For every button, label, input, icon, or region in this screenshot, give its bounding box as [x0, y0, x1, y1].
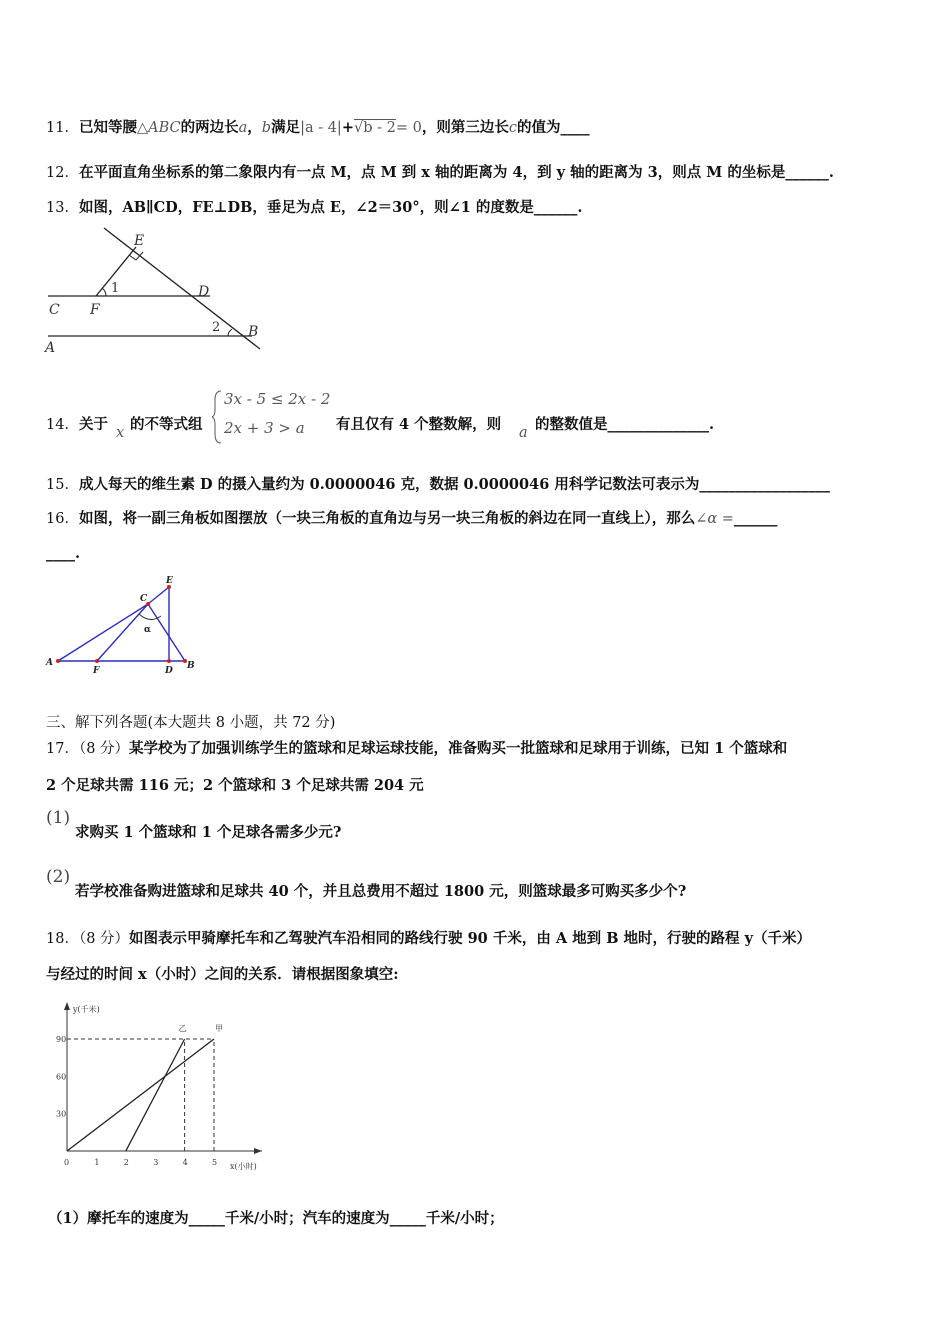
y-tick-60: 60	[56, 1072, 67, 1082]
label-2: 2	[212, 320, 221, 335]
question-14-text-4: 的整数值是______________.	[535, 416, 715, 433]
inequality-system	[212, 388, 342, 450]
segment-ac	[58, 604, 148, 661]
series-jia-line	[67, 1039, 214, 1151]
question-18: 18．（8 分）如图表示甲骑摩托车和乙驾驶汽车沿相同的路线行驶 90 千米，由 A 地到 B 地时，行驶的路程 y（千米）	[46, 930, 811, 947]
question-13: 13．如图，AB∥CD，FE⊥DB，垂足为点 E，∠2＝30°，则∠1 的度数是______.	[46, 199, 583, 216]
label-a: A	[45, 340, 56, 356]
segment-cf	[97, 604, 148, 661]
part-1-label: (1)	[46, 808, 71, 828]
question-number: 13．	[46, 200, 79, 216]
label-d: D	[165, 666, 173, 676]
label-e: E	[134, 233, 145, 249]
label-f: F	[93, 666, 100, 676]
series-yi-label: 乙	[178, 1024, 187, 1034]
part-2-label: (2)	[46, 867, 71, 887]
question-16-line-2: ____.	[46, 545, 81, 562]
point-f	[95, 659, 99, 663]
question-18-part-1: （1）摩托车的速度为_____千米/小时；汽车的速度为_____千米/小时；	[48, 1210, 504, 1227]
x-tick-2: 2	[123, 1158, 129, 1167]
x-tick-1: 1	[94, 1158, 100, 1167]
question-number: 15．	[46, 477, 79, 493]
label-b: B	[187, 661, 195, 671]
question-number: 12．	[46, 165, 79, 181]
x-tick-3: 3	[153, 1158, 159, 1167]
left-brace	[212, 391, 221, 443]
angle-2-arc	[228, 329, 232, 336]
question-14-text-2: 的不等式组	[130, 416, 203, 433]
triangle-boards-figure	[40, 572, 210, 682]
question-number: 14．	[46, 417, 79, 433]
inequality-1: 3x - 5 ≤ 2x - 2	[224, 390, 331, 408]
label-a: A	[46, 658, 53, 668]
point-a	[56, 659, 60, 663]
question-number: 17．	[46, 741, 79, 757]
question-18-line-2: 与经过的时间 x（小时）之间的关系．请根据图象填空:	[46, 966, 399, 983]
label-e: E	[166, 576, 173, 586]
question-11: 11．已知等腰△ABC的两边长a，b满足|a - 4|+√b - 2= 0，则第三边长c的值为____	[46, 119, 590, 136]
question-number: 16．	[46, 511, 79, 527]
label-b: B	[248, 324, 259, 340]
question-number: 18．	[46, 931, 79, 947]
y-tick-90: 90	[56, 1035, 67, 1045]
label-f: F	[90, 302, 100, 318]
label-c: C	[140, 594, 148, 604]
x-tick-4: 4	[182, 1158, 188, 1167]
y-tick-30: 30	[56, 1109, 67, 1119]
angle-1-arc	[102, 288, 106, 296]
var-a: a	[519, 425, 528, 441]
line-transversal	[104, 228, 260, 349]
figure-q13	[40, 222, 270, 361]
math-sqrt: √b - 2	[353, 120, 396, 136]
question-number: 11．	[46, 120, 79, 136]
label-c: C	[49, 302, 60, 318]
y-axis-arrow	[64, 1002, 70, 1010]
question-points: （8 分）	[78, 931, 130, 947]
inequality-2: 2x + 3 > a	[224, 419, 305, 437]
question-14: 14．关于	[46, 416, 108, 433]
distance-time-chart	[40, 998, 280, 1178]
section-title: 三、解下列各题(本大题共 8 小题，共 72 分)	[46, 715, 336, 731]
label-1: 1	[111, 281, 120, 296]
figure-q18-chart	[40, 998, 280, 1182]
question-16: 16．如图，将一副三角板如图摆放（一块三角板的直角边与另一块三角板的斜边在同一直线上），那么∠α =______	[46, 510, 778, 527]
x-axis-arrow	[254, 1148, 262, 1154]
brace-svg	[212, 388, 342, 446]
segment-cb	[148, 604, 185, 661]
question-17: 17．（8 分）某学校为了加强训练学生的篮球和足球运球技能，准备购买一批篮球和足球用于训练，已知 1 个篮球和	[46, 740, 788, 757]
label-alpha: α	[144, 625, 151, 635]
question-14-text-3: 有且仅有 4 个整数解，则	[336, 416, 502, 433]
question-points: （8 分）	[78, 741, 130, 757]
question-17-line-2: 2 个足球共需 116 元；2 个篮球和 3 个足球共需 204 元	[46, 777, 424, 794]
label-d: D	[198, 284, 210, 300]
var-x: x	[116, 425, 125, 441]
figure-q16	[40, 572, 210, 686]
point-d	[167, 659, 171, 663]
question-12: 12．在平面直角坐标系的第二象限内有一点 M，点 M 到 x 轴的距离为 4，到 y 轴的距离为 3，则点 M 的坐标是______.	[46, 164, 834, 181]
series-yi-line	[126, 1039, 185, 1151]
math-abs: |a - 4|	[300, 120, 342, 136]
part-2-text: 若学校准备购进篮球和足球共 40 个，并且总费用不超过 1800 元，则篮球最多可购买多少个?	[75, 883, 687, 900]
segment-ec	[148, 587, 169, 604]
origin-label: 0	[64, 1158, 70, 1167]
question-15: 15．成人每天的维生素 D 的摄入量约为 0.0000046 克，数据 0.0000046 用科学记数法可表示为__________________	[46, 476, 830, 493]
series-jia-label: 甲	[215, 1024, 223, 1034]
x-axis-label: x(小时)	[230, 1162, 257, 1171]
y-axis-label: y(千米)	[73, 1005, 100, 1014]
part-1-text: 求购买 1 个篮球和 1 个足球各需多少元?	[75, 824, 342, 841]
geometry-figure-parallel-lines	[40, 222, 270, 357]
x-tick-5: 5	[212, 1158, 218, 1167]
